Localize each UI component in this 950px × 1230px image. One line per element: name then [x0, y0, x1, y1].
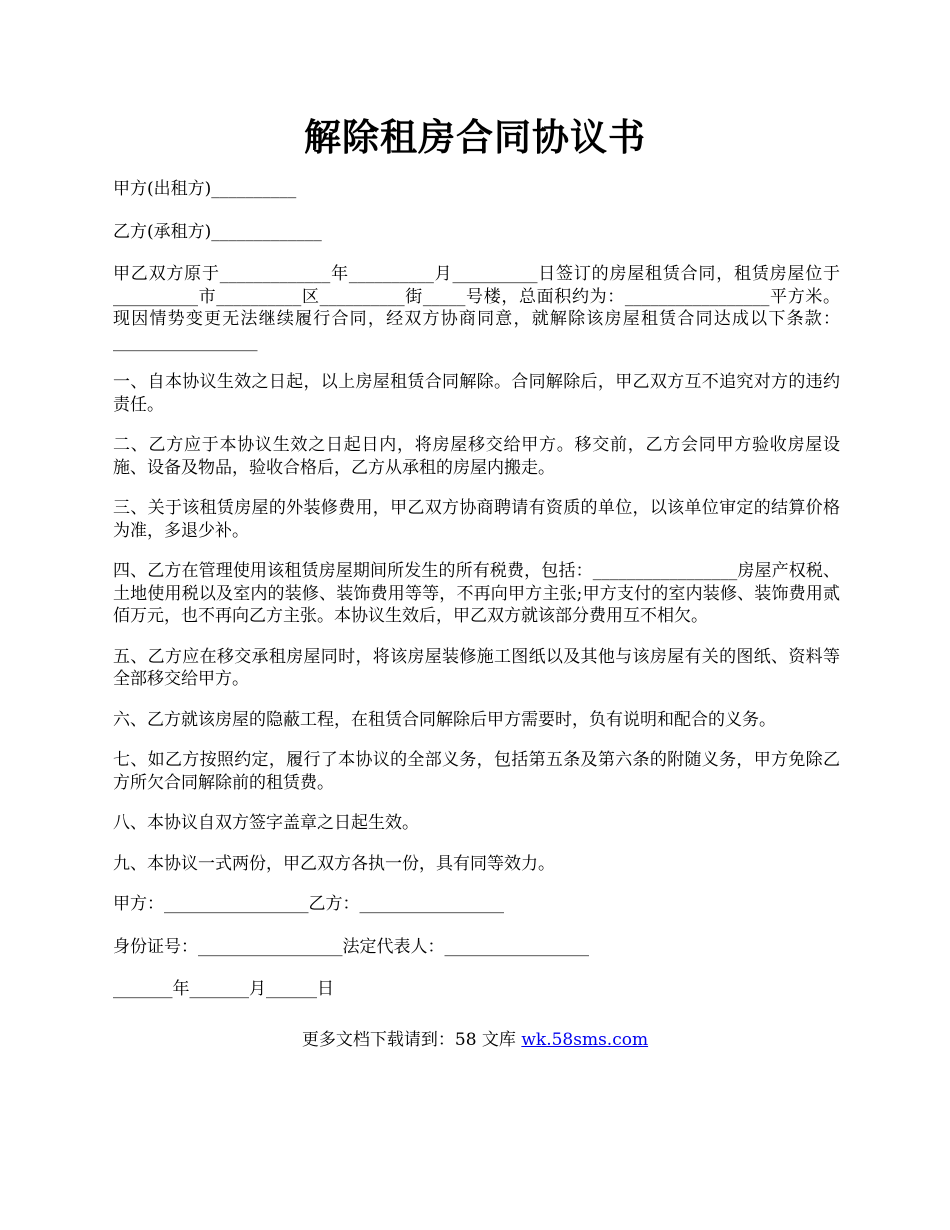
- footer-link[interactable]: wk.58sms.com: [521, 1030, 649, 1050]
- clause-5: 五、乙方应在移交承租房屋同时，将该房屋装修施工图纸以及其他与该房屋有关的图纸、资料等全部移交给甲方。: [113, 646, 840, 689]
- clause-6: 六、乙方就该房屋的隐蔽工程，在租赁合同解除后甲方需要时，负有说明和配合的义务。: [113, 709, 776, 730]
- clause-3: 三、关于该租赁房屋的外装修费用，甲乙双方协商聘请有资质的单位，以该单位审定的结算价格为准，多退少补。: [113, 498, 840, 541]
- footer-prefix: 更多文档下载请到：58 文库: [301, 1030, 522, 1050]
- clause-7: 七、如乙方按照约定，履行了本协议的全部义务，包括第五条及第六条的附随义务，甲方免除乙方所欠合同解除前的租赁费。: [113, 750, 840, 793]
- signature-date-line: _______年_______月______日: [113, 979, 334, 999]
- clause-9: 九、本协议一式两份，甲乙双方各执一份，具有同等效力。: [113, 853, 555, 874]
- intro-paragraph: 甲乙双方原于_____________年__________月__________日签订的房屋租赁合同，租赁房屋位于__________市__________区__________街_____号楼，总面积约为：_________________平方米。现因情势变更无法继续履行合同，经双方协商同意，就解除该房屋租赁合同达成以下条款：_________________: [113, 264, 840, 352]
- clause-4: 四、乙方在管理使用该租赁房屋期间所发生的所有税费，包括：_________________房屋产权税、土地使用税以及室内的装修、装饰费用等等，不再向甲方主张;甲方支付的室内装修、装饰费用贰佰万元，也不再向乙方主张。本协议生效后，甲乙双方就该部分费用互不相欠。: [113, 561, 840, 626]
- signature-parties-line: 甲方：_________________乙方：_________________: [113, 894, 504, 914]
- clause-1: 一、自本协议生效之日起，以上房屋租赁合同解除。合同解除后，甲乙双方互不追究对方的违约责任。: [113, 372, 840, 415]
- document-body: [113, 178, 840, 1021]
- document-title: 解除租房合同协议书: [304, 115, 646, 159]
- download-footer: [0, 1028, 950, 1052]
- clause-8: 八、本协议自双方签字盖章之日起生效。: [113, 813, 419, 833]
- signature-id-line: 身份证号：_________________法定代表人：_________________: [113, 936, 589, 957]
- party-a-line: 甲方(出租方)__________: [113, 179, 297, 199]
- clause-2: 二、乙方应于本协议生效之日起日内，将房屋移交给甲方。移交前，乙方会同甲方验收房屋设施、设备及物品，验收合格后，乙方从承租的房屋内搬走。: [113, 435, 840, 478]
- party-b-line: 乙方(承租方)_____________: [113, 221, 322, 242]
